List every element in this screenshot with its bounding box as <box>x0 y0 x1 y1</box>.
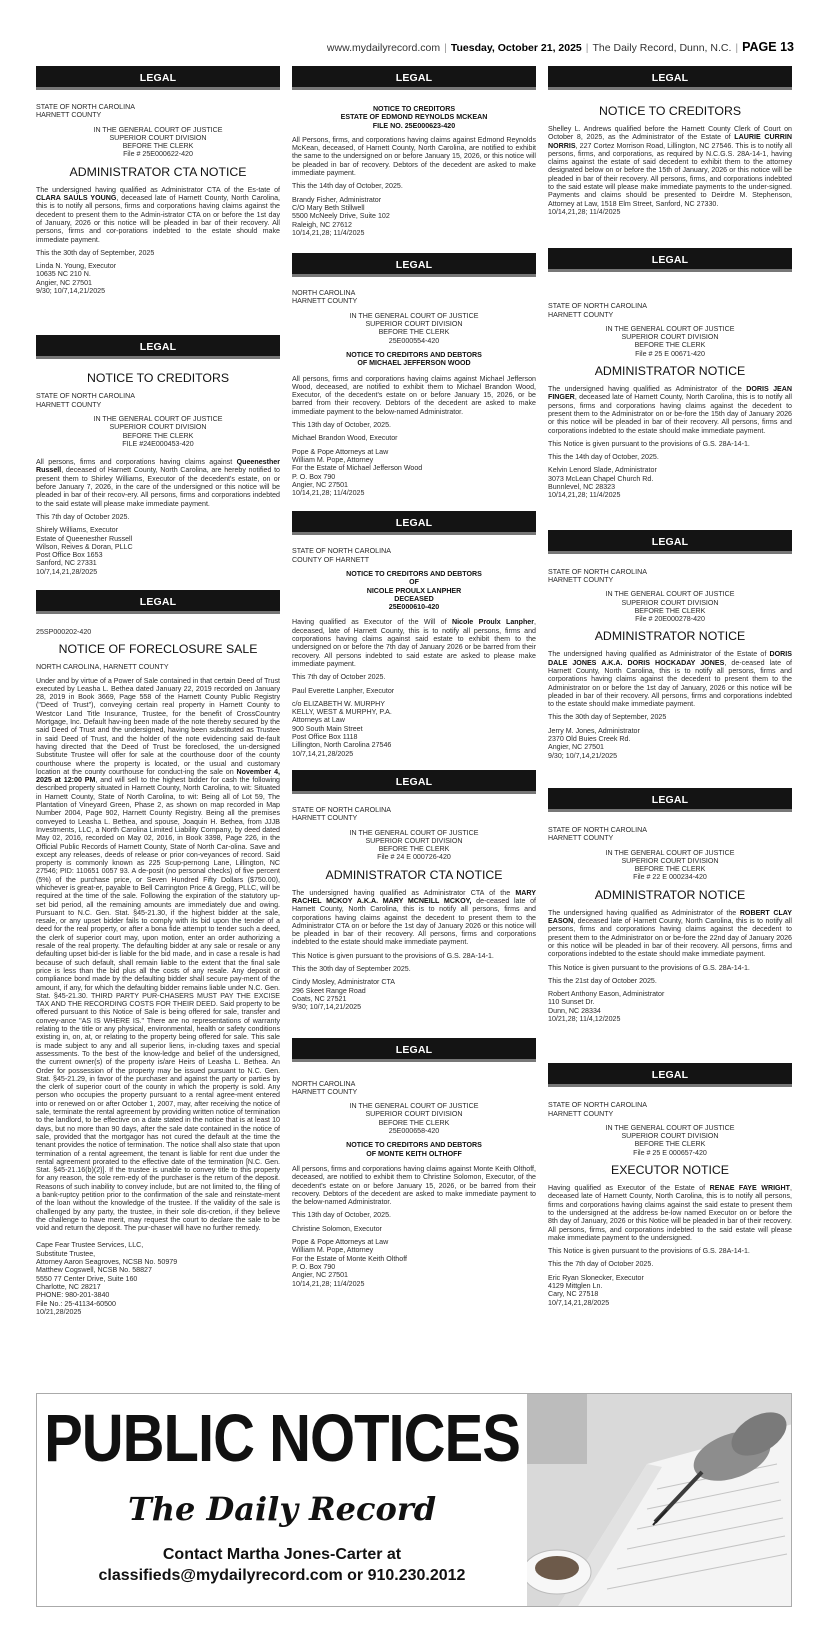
court-line: SUPERIOR COURT DIVISION <box>365 1110 463 1119</box>
court-line: SUPERIOR COURT DIVISION <box>621 598 719 607</box>
notice-county: HARNETT COUNTY <box>292 297 358 306</box>
court-line: SUPERIOR COURT DIVISION <box>109 133 207 142</box>
notice-county: HARNETT COUNTY <box>548 575 614 584</box>
notice-title: ADMINISTRATOR NOTICE <box>594 887 746 902</box>
notice-title: NOTICE TO CREDITORS <box>598 104 742 118</box>
notice-state: STATE OF NORTH CAROLINA <box>292 805 391 814</box>
signature-block: Brandy Fisher, Administrator C/O Mary Beth Stillwell 5500 McNeely Drive, Suite 102 Raleigh, NC 27612 10/14,21,28; 11/4/2025 <box>292 195 390 237</box>
signature-block: Linda N. Young, Executor 10635 NC 210 N. Angier, NC 27501 9/30; 10/7,14,21/2025 <box>36 262 117 296</box>
notice-county: HARNETT COUNTY <box>548 834 614 843</box>
notice-body: Having qualified as Executor of the Estate of RENAE FAYE WRIGHT, deceased late of Harnett County, North Carolina, this is to notify all persons, firms and corporations having claims against the said estate to present them to the undersigned at the address be-low named Executor on or before the 8th day of January, 2026 or this Notice will be pleaded in bar of their recovery. All persons, firms, and corporations indebted to the said estate will please make immediate payment to the undersigned. <box>548 1184 792 1242</box>
court-line: SUPERIOR COURT DIVISION <box>621 856 719 865</box>
notice-date: This the 30th day of September 2025. <box>292 965 411 974</box>
file-number: 25E000554-420 <box>388 336 440 345</box>
notice-body: The undersigned having qualified as Administrator of the Estate of DORIS DALE JONES A.K.A. DORIS HOCKADAY JONES, de-ceased late of Harnett County, North Carolina, this is to notify all persons, firms and corporations having claims against the decedent to present them to the Administrator on or before the 1st day of January, 2026 or this notice will be pleaded in bar of their recovery. All persons, firms and corporations indebted to the estate should make immediate payment. <box>548 650 792 709</box>
signature-block: Pope & Pope Attorneys at Law William M. Pope, Attorney For the Estate of Monte Keith Olthoff P. O. Box 790 Angier, NC 27501 10/14,21,28; 11/4/2025 <box>292 1238 408 1288</box>
notice-title: EXECUTOR NOTICE <box>611 1163 729 1178</box>
signature-block: c/o ELIZABETH W. MURPHY KELLY, WEST & MURPHY, P.A. Attorneys at Law 900 South Main Street Post Office Box 1118 Lillington, North Carolina 27546 10/7,14,21,28/2025 <box>292 699 392 758</box>
court-line: IN THE GENERAL COURT OF JUSTICE <box>349 311 479 320</box>
file-number: 25E000658-420 <box>388 1127 440 1136</box>
court-line: IN THE GENERAL COURT OF JUSTICE <box>605 848 735 857</box>
court-line: BEFORE THE CLERK <box>634 606 706 615</box>
legal-bar: LEGAL <box>292 66 536 90</box>
notice-body: Having qualified as Executor of the Will of Nicole Proulx Lanpher, deceased, late of Harnett County, this is to notify all persons, firms and corporations having claims against said estate to exhibit them to the undersigned on or before the 7th day of January 2026 or be barred from their recovery. All persons indebted to said estate are asked to please make immediate payment. <box>292 618 536 668</box>
court-line: IN THE GENERAL COURT OF JUSTICE <box>605 324 735 333</box>
notice-body: The undersigned having qualified as Administrator CTA of the MARY RACHEL MCKOY A.K.A. MARY MCNEILL MCKOY, de-ceased late of Harnett County, North Carolina, this is to notify all persons, firms and corporations having claims against the decedent to present them to the Administrator CTA on or before the 1st day of January 2026 or this notice will be pleaded in bar of their recovery. All persons, firms and corporations indebted to the estate should make immediate payment. <box>292 888 536 947</box>
notice-michael-wood <box>292 289 536 497</box>
executor-name: Christine Solomon, Executor <box>292 1224 382 1233</box>
signature-block: Jerry M. Jones, Administrator 2370 Old Buies Creek Rd. Angier, NC 27501 9/30; 10/7,14,21/2025 <box>548 726 640 760</box>
legal-bar: LEGAL <box>292 770 536 794</box>
notice-doris-finger <box>548 302 792 499</box>
court-line: SUPERIOR COURT DIVISION <box>109 423 207 432</box>
notice-title: NOTICE TO CREDITORS <box>86 371 230 386</box>
court-line: IN THE GENERAL COURT OF JUSTICE <box>605 1123 735 1132</box>
signature-block: Eric Ryan Slonecker, Executor 4129 Mittglen Ln. Cary, NC 27518 10/7,14,21,28/2025 <box>548 1273 644 1307</box>
legal-bar: LEGAL <box>292 253 536 277</box>
notice-body: All persons, firms and corporations having claims against Monte Keith Olthoff, deceased, are notified to exhibit them to Christine Solomon, Executor, of the decedent's estate on or before January 15, 2026, or be barred from their recovery. Debtors of the decedent are asked to make immediate payment to the below-named Administrator. <box>292 1164 536 1207</box>
signature-block: Kelvin Lenord Slade, Administrator 3073 McLean Chapel Church Rd. Bunnlevel, NC 28323 10/14,21,28; 11/4/2025 <box>548 466 657 500</box>
notice-date: This the 30th day of September, 2025 <box>36 248 155 257</box>
notice-county: COUNTY OF HARNETT <box>292 555 370 564</box>
court-line: BEFORE THE CLERK <box>378 1118 450 1127</box>
notice-monte-olthoff <box>292 1080 536 1288</box>
file-number: 25SP000202-420 <box>36 627 92 636</box>
court-line: IN THE GENERAL COURT OF JUSTICE <box>605 590 735 599</box>
statute-note: This Notice is given pursuant to the provisions of G.S. 28A-14-1. <box>548 439 750 448</box>
notice-title: NOTICE TO CREDITORS AND DEBTORS <box>346 1141 482 1150</box>
notice-date: This the 14th day of October, 2025. <box>548 453 659 462</box>
notice-body: The undersigned having qualified as Administrator of the DORIS JEAN FINGER, deceased late of Harnett County, North Carolina, this is to notify all persons, firms and corporations having claims against the decedent to present them to the Administrator on or be-fore the 15th day of January 2026 or this notice will be pleaded in bar of their recovery. All persons, firms and corporations indebted to the estate should make immediate payment. <box>548 385 792 435</box>
notice-state: STATE OF NORTH CAROLINA <box>36 103 135 111</box>
column-2 <box>292 66 536 1288</box>
notice-state: NORTH CAROLINA <box>292 289 356 298</box>
notice-clara-young <box>36 103 280 295</box>
notice-body: Under and by virtue of a Power of Sale contained in that certain Deed of Trust executed by Leasha L. Bethea dated January 22, 2019 recorded on January 28, 2019 in Book 3669, Page 558 of the Harnett County Public Registry ("Deed of Trust"), conveying certain real property in Harnett County to Westcor Land Title Insurance, Trustee, for the benefit of CrossCountry Mortgage, Inc. Default hav-ing been made of the note thereby secured by the said Deed of Trust and the undersigned, having been substituted as Trustee in said Deed of Trust, and the holder of the note evidencing said de-fault having directed that the Deed of Trust be foreclosed, the un-dersigned Substitute Trustee will offer for sale at the courthouse door of the county courthouse where the property is located, or the usual and customary location at the county courthouse for conduct-ing the sale on November 4, 2025 at 12:00 PM, and will sell to the highest bidder for cash the following described property situated in Harnett County, North Carolina, to wit: Situated in Harnett County, State of North Carolina, to wit: Being all of Lot 59, The Plantation of Vineyard Green, Phase 2, as shown on map recorded in Map Number 2004, Page 902, Harnett County Registry. Being all the premises conveyed to Leasha L. Bethea, and spouse, Joaquin H. Bethea, from JJJB Investments, LLC, a North Carolina Limited Liability Company, by deed dated May 02, 2016, recorded on May 02, 2016, in Book 3398, Page 226, in the Official Public Records of Harnett County, State of North Car-olina. Save and except any releases, deeds of release or prior con-veyances of record. Said property is commonly known as 225 Scup-pernong Lane, Lillington, NC 27546; PID: 110651 0057 93. A de-posit (no personal checks) of five percent (5%) of the purchase price, or Seven Hundred Fifty Dollars ($750.00), whichever is great-er, payable to Bell Carrington Price & Gregg, PLLC, will be required at the time of the sale. Following the expiration of the statutory up-set bid period, all the remaining amounts are immediately due and owing. Pursuant to N.C. Gen. Stat. §45-21.30, if the highest bidder at the sale, resale, or any upset bidder fails to comply with its bid upon the tender of a deed for the real property, or after a bona fide attempt to tender such a deed, the clerk of superior court may, upon motion, enter an order authorizing a resale of the real property. The defaulting bidder at any sale or resale or any defaulting upset bid-der is liable for the bid made, and in case a resale is had because of such default, shall remain liable to the extent that the final sale price is less than the bid plus all the costs of any resale. Any deposit or compliance bond made by the defaulting bidder shall secure pay-ment of the amount, if any, for which the defaulting bidder remains liable under N.C. Gen. Stat. §45-21.30. THIRD PARTY PUR-CHASERS MUST PAY THE EXCISE TAX AND THE RECORDING COSTS FOR THEIR DEED. Said property to be offered pursuant to this Notice of Sale is being offered for sale, transfer and convey-ance "AS IS WHERE IS." There are no representations of warranty relating to the title or any physical, environmental, health or safety conditions existing in, on, at, or relating to the property being offered for sale. This sale is made subject to any and all superior liens, in-cluding taxes and special assessments. To the best of the know-ledge and belief of the undersigned, the current owner(s) of the property is/are Heirs of Leasha L. Bethea. An Order for possession of the property may be issued pursuant to N.C. Gen. Stat. §45-21.29, in favor of the purchaser and against the party or parties by the clerk of superior court of the county in which the property is sold. Any person who occupies the property pursuant to a rental agree-ment entered into or renewed on or after October 1, 2007, may, after receiving the notice of sale, terminate the rental agreement by providing written notice of termination to the landlord, to be effective on a date stated in the notice that is at least 10 days, but no more than 90 days, after the sale date contained in the notice of sale, provided that the mortgagor has not cured the default at the time the tenant provides the notice of termination. The notice shall also state that upon termination of a rental agreement, the tenant is liable for rent due under the rental agreement prorated to the effective date of the termination [N.C. Gen. Stat. §45-21.16(b)(2)]. If the trustee is unable to convey title to this property for any reason, the sole rem-edy of the purchaser is the return of the deposit. Reasons of such inability to convey include, but are not limited to, the filing of a bank-ruptcy petition prior to the confirmation of the sale and reinstate-ment of the loan without the knowledge of the trustee. If the validity of the sale is challenged by any party, the trustee, in their sole dis-cretion, if they believe the challenge to have merit, may request the court to declare the sale to be void and return the deposit. The pur-chaser will have no further remedy. <box>36 676 280 1233</box>
legal-bar: LEGAL <box>548 530 792 554</box>
court-line: SUPERIOR COURT DIVISION <box>621 1132 719 1141</box>
site-url[interactable]: www.mydailyrecord.com <box>326 42 441 54</box>
notice-county: HARNETT COUNTY <box>36 111 102 120</box>
notice-mary-mckoy <box>292 806 536 1012</box>
notice-doris-jones <box>548 568 792 760</box>
notice-date: This the 14th day of October, 2025. <box>292 182 403 191</box>
notice-county: HARNETT COUNTY <box>36 400 102 409</box>
statute-note: This Notice is given pursuant to the provisions of G.S. 28A-14-1. <box>292 951 494 960</box>
notice-state: NORTH CAROLINA <box>292 1079 356 1088</box>
legal-bar: LEGAL <box>36 66 280 90</box>
notice-state: STATE OF NORTH CAROLINA <box>548 1101 647 1110</box>
notice-date: This 7th day of October 2025. <box>36 512 130 521</box>
statute-note: This Notice is given pursuant to the provisions of G.S. 28A-14-1. <box>548 1247 750 1256</box>
notice-body: The undersigned having qualified as Administrator of the ROBERT CLAY EASON, deceased late of Harnett County, North Carolina, this is to notify all persons, firms and corporations having claims against the decedent to present them to the Administrator on or be-fore the 22nd day of January 2026 or this notice will be pleaded in bar of their recovery. All persons, firms and corporations indebted to the estate should make immediate payment. <box>548 908 792 959</box>
notice-title: DECEASED <box>394 594 434 603</box>
court-line: BEFORE THE CLERK <box>122 431 194 440</box>
hand-writing-illustration <box>527 1394 792 1607</box>
writing-photo <box>527 1394 792 1607</box>
banner-text <box>37 1394 527 1607</box>
legal-bar: LEGAL <box>548 248 792 272</box>
file-number: 25E000610-420 <box>388 603 440 612</box>
court-line: SUPERIOR COURT DIVISION <box>365 320 463 329</box>
signature-block: Cape Fear Trustee Services, LLC, Substitute Trustee, Attorney Aaron Seagroves, NCSB No. 50979 Matthew Cogswell, NCSB No. 58827 5550 77 Center Drive, Suite 160 Charlotte, NC 28217 PHONE: 980-201-3840 File No.: 25-41134-60500 10/21,28/2025 <box>36 1241 178 1316</box>
court-line: BEFORE THE CLERK <box>378 328 450 337</box>
court-line: BEFORE THE CLERK <box>634 341 706 350</box>
legal-bar: LEGAL <box>548 788 792 812</box>
column-1 <box>36 66 280 1316</box>
contact-email-phone[interactable]: classifieds@mydailyrecord.com or 910.230.2012 <box>98 1567 466 1584</box>
notice-state: STATE OF NORTH CAROLINA <box>36 392 135 401</box>
file-number: File # 22 E 000234-420 <box>633 873 707 882</box>
notice-county: HARNETT COUNTY <box>292 814 358 823</box>
notice-body: All persons, firms and corporations having claims against Queenesther Russell, deceased of Harnett County, North Carolina, are hereby notified to present them to Shirley Williams, Executor of the decedent's estate, on or before January 7, 2026, in the care of the undersigned or this notice will be pleaded in bar of their recov-ery. All persons, firms and corporations indebted to the said estate will please make immediate payment. <box>36 458 280 508</box>
file-number: FILE NO. 25E000623-420 <box>372 121 456 130</box>
notice-body: The undersigned having qualified as Administrator CTA of the Es-tate of CLARA SAULS YOUNG, deceased late of Harnett County, North Carolina, this is to notify all persons, firms and corporations having claims against the decedent to present them to the Admin-istrator CTA on or before the 1st day of January, 2026 or this notice will be pleaded in bar of their recovery. All persons, firms and cor-porations indebted to the estate should make immediate payment. <box>36 185 280 244</box>
court-line: BEFORE THE CLERK <box>634 1140 706 1149</box>
notice-date: This the 30th day of September, 2025 <box>548 713 667 722</box>
notice-edmond-mckean <box>292 105 536 237</box>
executor-name: Michael Brandon Wood, Executor <box>292 434 398 443</box>
file-number: File # 25 E 00671-420 <box>635 349 705 358</box>
court-line: SUPERIOR COURT DIVISION <box>365 836 463 845</box>
court-line: BEFORE THE CLERK <box>122 142 194 151</box>
notice-title: NOTICE TO CREDITORS AND DEBTORS <box>346 569 482 578</box>
file-number: File # 20E000278-420 <box>635 615 705 624</box>
masthead-logo: The Daily Record <box>127 1490 437 1528</box>
notice-title: NICOLE PROULX LANPHER <box>366 586 462 595</box>
signature-block: Pope & Pope Attorneys at Law William M. Pope, Attorney For the Estate of Michael Jefferson Wood P. O. Box 790 Angier, NC 27501 10/14,21,28; 11/4/2025 <box>292 447 423 498</box>
notice-state: STATE OF NORTH CAROLINA <box>292 547 391 556</box>
file-number: File # 24 E 000726-420 <box>377 853 451 862</box>
notice-title: OF <box>409 578 419 587</box>
notice-body: All Persons, firms, and corporations having claims against Edmond Reynolds McKean, deceased, of Harnett County, North Carolina, are notified to exhibit the same to the undersigned on or before January 15, 2026, or this notice will be pleaded in bar of recovery. Debtors of the decedent are asked to make immediate payment. <box>292 135 536 178</box>
notice-state: STATE OF NORTH CAROLINA <box>548 567 647 576</box>
executor-name: Paul Everette Lanpher, Executor <box>292 686 395 695</box>
notice-date: This the 7th day of October 2025. <box>548 1260 654 1269</box>
notice-date: This 13th day of October, 2025. <box>292 1211 391 1220</box>
notice-date: This 7th day of October 2025. <box>292 673 386 682</box>
file-number: FILE #24E000453-420 <box>122 439 194 448</box>
notice-title: ADMINISTRATOR NOTICE <box>594 629 746 644</box>
legal-bar: LEGAL <box>36 335 280 359</box>
notice-body: All persons, firms and corporations having claims against Michael Jefferson Wood, deceased, are notified to exhibit them to Michael Brandon Wood, Executor, of the decedent's estate on or before January 15, 2026, or be barred from their recovery. Debtors of the decedent are asked to make immediate payment to the below-named Administrator. <box>292 374 536 416</box>
issue-date: Tuesday, October 21, 2025 <box>450 42 582 54</box>
notice-title: NOTICE TO CREDITORS AND DEBTORS <box>346 350 482 359</box>
notice-title: NOTICE OF FORECLOSURE SALE <box>58 642 258 657</box>
court-line: IN THE GENERAL COURT OF JUSTICE <box>93 125 223 134</box>
statute-note: This Notice is given pursuant to the provisions of G.S. 28A-14-1. <box>548 963 750 972</box>
contact-info <box>37 1544 527 1586</box>
paper-name: The Daily Record, Dunn, N.C. <box>592 42 732 54</box>
legal-bar: LEGAL <box>548 66 792 90</box>
court-line: BEFORE THE CLERK <box>378 845 450 854</box>
notice-title: OF MICHAEL JEFFERSON WOOD <box>357 359 471 368</box>
notice-laurie-norris <box>548 104 792 216</box>
notice-title: ESTATE OF EDMOND REYNOLDS MCKEAN <box>340 113 488 122</box>
court-line: SUPERIOR COURT DIVISION <box>621 333 719 342</box>
notice-title: OF MONTE KEITH OLTHOFF <box>366 1149 462 1158</box>
signature-block: Robert Anthony Eason, Administrator 110 Sunset Dr. Dunn, NC 28334 10/21,28; 11/4,12/2025 <box>548 990 665 1023</box>
notice-county: HARNETT COUNTY <box>292 1087 358 1096</box>
court-line: IN THE GENERAL COURT OF JUSTICE <box>93 414 223 423</box>
legal-bar: LEGAL <box>548 1063 792 1087</box>
notice-title: ADMINISTRATOR NOTICE <box>594 364 746 379</box>
notice-title: NOTICE TO CREDITORS <box>372 105 456 113</box>
court-line: IN THE GENERAL COURT OF JUSTICE <box>349 828 479 837</box>
notice-county: NORTH CAROLINA, HARNETT COUNTY <box>36 663 169 672</box>
notice-renae-wright <box>548 1101 792 1307</box>
page-header: www.mydailyrecord.com | Tuesday, October 21, 2025 | The Daily Record, Dunn, N.C. | PAGE 13 <box>326 40 794 54</box>
legal-bar: LEGAL <box>292 511 536 535</box>
notice-body: Shelley L. Andrews qualified before the Harnett County Clerk of Court on October 8, 2025, as the Administrator of the Estate of LAURIE CURRIN NORRIS, 227 Cortez Morrison Road, Lillington, NC 27546. This is to notify all persons, firms, and corporations, as required by N.C.G.S. 28A-14-1, having claims against the estate of said decedent to exhibit them to the attorney designated below on or before the 15th of January, 2026 or this notice will be pleaded in bar of their recovery. All persons, firms, and corporations indebted to the said estate will please make immediate payments to the under-signed. Payments and claims should be presented to Deirdre M. Stephenson, Attorney at Law, 1518 Elm Street, Sanford, NC 27330. 10/14,21,28; 11/4/2025 <box>548 125 792 216</box>
notice-queenesther-russell <box>36 371 280 576</box>
notice-state: STATE OF NORTH CAROLINA <box>548 302 647 311</box>
notice-date: This the 21st day of October 2025. <box>548 976 657 985</box>
court-line: BEFORE THE CLERK <box>634 865 706 874</box>
notice-title: ADMINISTRATOR CTA NOTICE <box>69 164 247 179</box>
court-line: IN THE GENERAL COURT OF JUSTICE <box>349 1102 479 1111</box>
notice-robert-eason <box>548 826 792 1023</box>
contact-line: Contact Martha Jones-Carter at <box>162 1546 402 1563</box>
file-number: File # 25E000622-420 <box>123 150 193 159</box>
notice-county: HARNETT COUNTY <box>548 1109 614 1118</box>
notice-foreclosure-sale <box>36 628 280 1316</box>
banner-title: PUBLIC NOTICES <box>44 1401 520 1476</box>
notice-county: HARNETT COUNTY <box>548 310 614 319</box>
notice-nicole-lanpher <box>292 547 536 758</box>
notice-state: STATE OF NORTH CAROLINA <box>548 825 647 834</box>
column-3 <box>548 66 792 1307</box>
signature-block: Cindy Mosley, Administrator CTA 296 Skeet Range Road Coats, NC 27521 9/30; 10/7,14,21/2025 <box>292 978 396 1012</box>
notice-title: ADMINISTRATOR CTA NOTICE <box>325 867 503 882</box>
legal-bar: LEGAL <box>292 1038 536 1062</box>
page-number: PAGE 13 <box>742 40 794 54</box>
notice-date: This 13th day of October, 2025. <box>292 421 391 430</box>
legal-bar: LEGAL <box>36 590 280 614</box>
file-number: File # 25 E 000657-420 <box>633 1148 707 1157</box>
signature-block: Shirely Williams, Executor Estate of Queenesther Russell Wilson, Reives & Doran, PLLC Post Office Box 1653 Sanford, NC 27331 10/7,14,21,28/2025 <box>36 526 133 576</box>
public-notices-banner <box>36 1393 792 1607</box>
